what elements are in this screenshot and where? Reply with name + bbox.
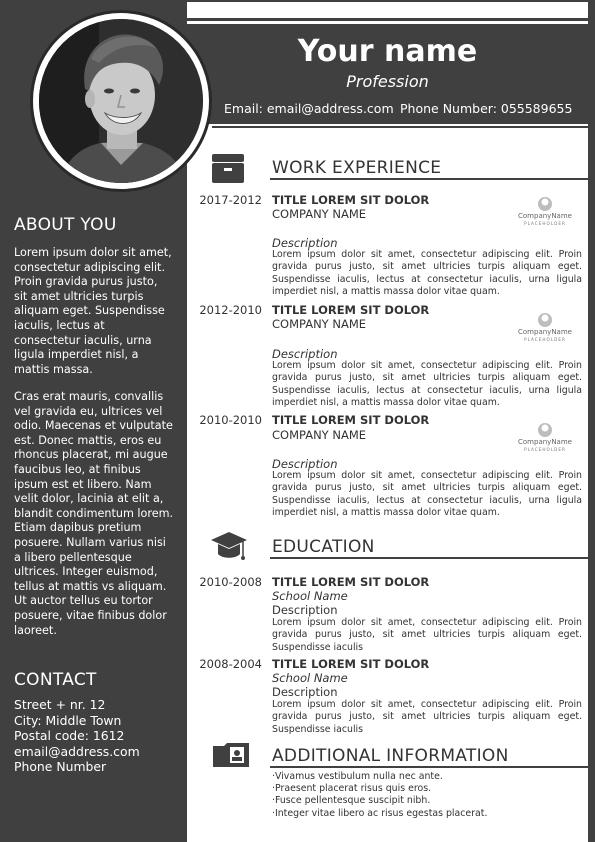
job-title: TITLE LOREM SIT DOLOR [272,413,430,427]
person-name: Your name [297,34,478,69]
education-description: Lorem ipsum dolor sit amet, consectetur adipiscing elit. Proin gravida purus justo, sit amet ultricies turpis aliquam eget. Suspendisse iaculis [272,617,582,653]
school-name: School Name [272,589,348,603]
education-years: 2008-2004 [199,657,262,671]
contact-city: City: Middle Town [14,712,122,728]
profession-title: Profession [346,72,429,91]
list-item: ·Integer vitae libero ac risus egestas placerat. [272,807,488,819]
company-logo-icon [537,196,553,212]
job-company: COMPANY NAME [272,428,367,442]
briefcase-icon [210,152,246,188]
additional-heading: ADDITIONAL INFORMATION [272,746,509,766]
company-logo-icon [537,312,553,328]
id-card-folder-icon [212,742,250,772]
contact-email: email@address.com [14,743,140,759]
job-description: Lorem ipsum dolor sit amet, consectetur adipiscing elit. Proin gravida purus justo, sit amet ultricies turpis aliquam eget. Suspendisse iaculis, lectus at consectetur iaculis, urna ligula imperdiet nisl, a mattis massa dolor vitae quam. [272,470,582,518]
job-years: 2012-2010 [199,303,262,317]
profile-photo [30,10,212,192]
header-top-rule [187,18,588,21]
school-name: School Name [272,671,348,685]
avatar [39,19,203,183]
job-title: TITLE LOREM SIT DOLOR [272,303,430,317]
additional-list [272,771,487,820]
work-rule [270,178,588,180]
education-description-label: Description [272,603,338,617]
company-logo-name: CompanyName [518,212,572,220]
company-logo [512,196,578,232]
header-email: Email: email@address.com [224,101,394,116]
company-logo-sub: PLACEHOLDER [524,221,566,226]
about-paragraph-1: Lorem ipsum dolor sit amet, consectetur adipiscing elit. Proin gravida purus justo, sit amet ultricies turpis aliquam eget. Suspendisse iaculis, lectus at consectetur iaculis, urna ligula imperdiet nisl, a mattis massa. [14,246,172,376]
job-description-label: Description [272,457,338,471]
list-item: ·Praesent placerat risus quis eros. [272,783,432,795]
list-item: ·Vivamus vestibulum nulla nec ante. [272,771,443,782]
contact-heading: CONTACT [14,670,97,690]
job-description-label: Description [272,347,338,361]
job-description-label: Description [272,236,338,250]
contact-phone: Phone Number [14,759,107,775]
about-heading: ABOUT YOU [14,215,117,235]
job-description: Lorem ipsum dolor sit amet, consectetur adipiscing elit. Proin gravida purus justo, sit amet ultricies turpis aliquam eget. Suspendisse iaculis, lectus at consectetur iaculis, urna ligula imperdiet nisl, a mattis massa dolor vitae quam. [272,249,582,297]
top-rule [187,0,588,2]
job-years: 2017-2012 [199,193,262,207]
list-item: ·Fusce pellentesque suscipit nibh. [272,795,431,807]
job-years: 2010-2010 [199,413,262,427]
contact-street: Street + nr. 12 [14,697,106,712]
education-title: TITLE LOREM SIT DOLOR [272,657,430,671]
about-paragraph-2: Cras erat mauris, convallis vel gravida eu, ultrices vel odio. Maecenas et vulputate est. Donec mattis, eros eu rhoncus placerat, mi augue faucibus leo, at finibus ipsum est et libero. Nam velit dolor, lacinia at elit a, blandit condimentum lorem. Etiam dapibus pretium posuere. Nullam varius nisi a libero pellentesque ultrices. Integer euismod, tellus at mattis vs aliquam. Ut auctor tellus eu tortor posuere, vitae finibus dolor laoreet. [14,390,174,637]
company-logo-sub: PLACEHOLDER [524,447,566,452]
work-heading: WORK EXPERIENCE [272,158,442,178]
company-logo-name: CompanyName [518,438,572,446]
education-years: 2010-2008 [199,575,262,589]
education-title: TITLE LOREM SIT DOLOR [272,575,430,589]
company-logo-name: CompanyName [518,328,572,336]
company-logo-icon [537,422,553,438]
job-company: COMPANY NAME [272,317,367,331]
graduation-cap-icon [210,530,248,570]
contact-postal-code: Postal code: 1612 [14,728,125,744]
additional-rule [270,766,588,768]
job-title: TITLE LOREM SIT DOLOR [272,193,430,207]
education-rule [270,557,588,559]
contact-list [14,697,140,775]
education-description-label: Description [272,685,338,699]
company-logo [512,422,578,458]
job-company: COMPANY NAME [272,207,367,221]
header-bottom-rule [212,126,588,128]
education-description: Lorem ipsum dolor sit amet, consectetur adipiscing elit. Proin gravida purus justo, sit amet ultricies turpis aliquam eget. Suspendisse iaculis [272,699,582,735]
education-heading: EDUCATION [272,537,375,557]
company-logo [512,312,578,348]
right-border-strip [588,0,595,842]
header-phone: Phone Number: 055589655 [400,101,573,116]
job-description: Lorem ipsum dolor sit amet, consectetur adipiscing elit. Proin gravida purus justo, sit amet ultricies turpis aliquam eget. Suspendisse iaculis, lectus at consectetur iaculis, urna ligula imperdiet nisl, a mattis massa dolor vitae quam. [272,360,582,408]
company-logo-sub: PLACEHOLDER [524,337,566,342]
